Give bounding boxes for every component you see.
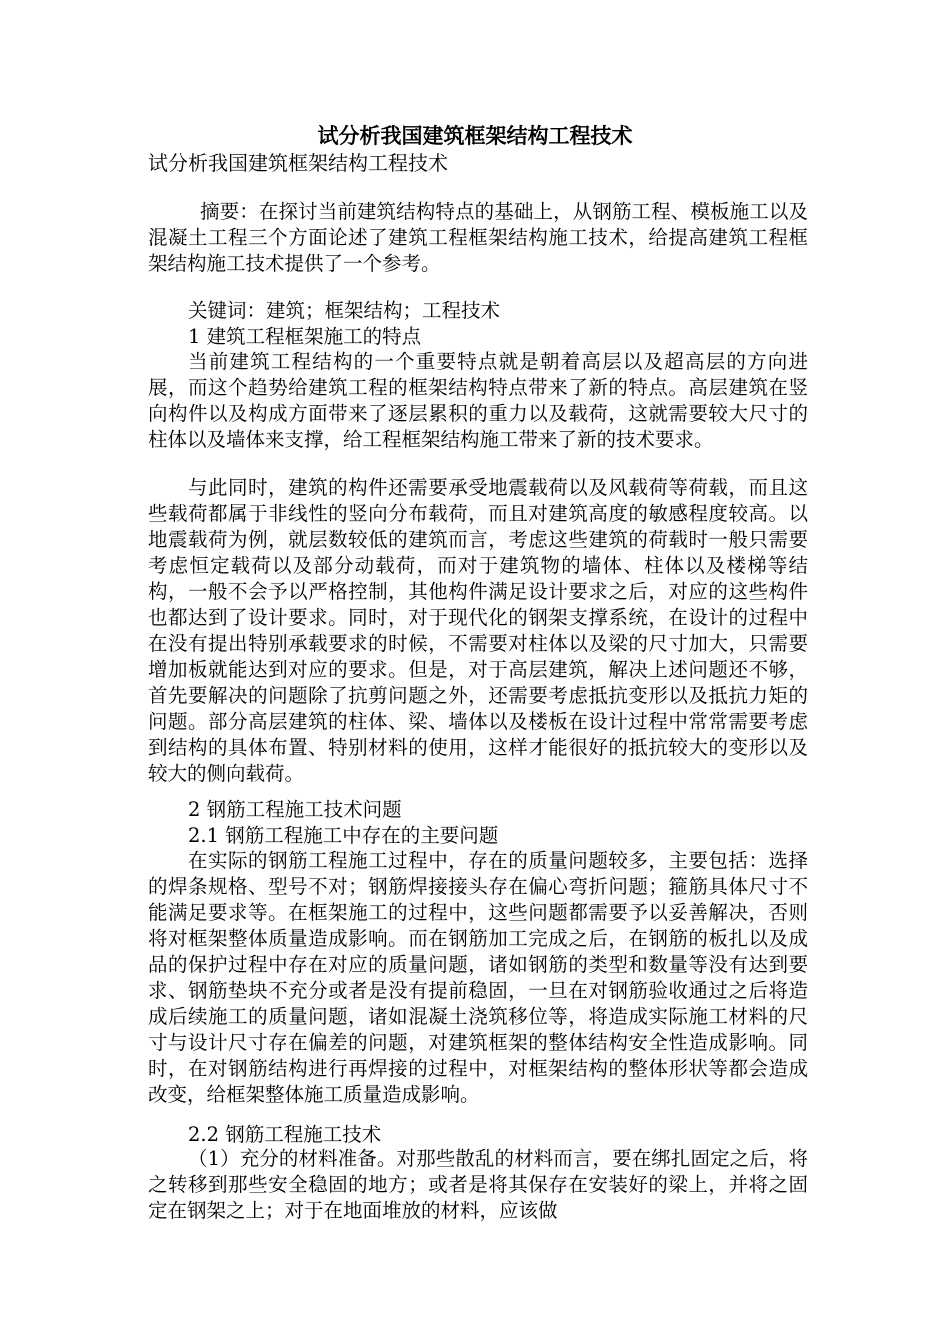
section-1-paragraph-1: 当前建筑工程结构的一个重要特点就是朝着高层以及超高层的方向进展，而这个趋势给建筑工程的框架结构特点带来了新的特点。高层建筑在竖向构件以及构成方面带来了逐层累积的重力以及载荷，这就需要较大尺寸的柱体以及墙体来支撑，给工程框架结构施工带来了新的技术要求。 — [148, 350, 808, 451]
section-2-1-paragraph-1: 在实际的钢筋工程施工过程中，存在的质量问题较多，主要包括：选择的焊条规格、型号不对；钢筋焊接接头存在偏心弯折问题；箍筋具体尺寸不能满足要求等。在框架施工的过程中，这些问题都需要予以妥善解决，否则将对框架整体质量造成影响。而在钢筋加工完成之后，在钢筋的板扎以及成品的保护过程中存在对应的质量问题，诸如钢筋的类型和数量等没有达到要求、钢筋垫块不充分或者是没有提前稳固，一旦在对钢筋验收通过之后将造成后续施工的质量问题，诸如混凝土浇筑移位等，将造成实际施工材料的尺寸与设计尺寸存在偏差的问题，对建筑框架的整体结构安全性造成影响。同时，在对钢筋结构进行再焊接的过程中，对框架结构的整体形状等都会造成改变，给框架整体施工质量造成影响。 — [148, 849, 808, 1106]
document-subtitle: 试分析我国建筑框架结构工程技术 — [148, 151, 448, 175]
keywords-line: 关键词：建筑；框架结构；工程技术 — [188, 299, 501, 322]
section-1-paragraph-2: 与此同时，建筑的构件还需要承受地震载荷以及风载荷等荷载，而且这些载荷都属于非线性的竖向分布载荷，而且对建筑高度的敏感程度较高。以地震载荷为例，就层数较低的建筑而言，考虑这些建筑的荷载时一般只需要考虑恒定载荷以及部分动载荷，而对于建筑物的墙体、柱体以及楼梯等结构，一般不会予以严格控制，其他构件满足设计要求之后，对应的这些构件也都达到了设计要求。同时，对于现代化的钢架支撑系统，在设计的过程中在没有提出特别承载要求的时候，不需要对柱体以及梁的尺寸加大，只需要增加板就能达到对应的要求。但是，对于高层建筑，解决上述问题还不够，首先要解决的问题除了抗剪问题之外，还需要考虑抵抗变形以及抵抗力矩的问题。部分高层建筑的柱体、梁、墙体以及楼板在设计过程中常常需要考虑到结构的具体布置、特别材料的使用，这样才能很好的抵抗较大的变形以及较大的侧向载荷。 — [148, 476, 808, 785]
section-2-1-heading: 2.1 钢筋工程施工中存在的主要问题 — [188, 824, 499, 847]
section-1-heading: 1 建筑工程框架施工的特点 — [188, 325, 422, 348]
document-title: 试分析我国建筑框架结构工程技术 — [317, 123, 633, 148]
section-2-2-paragraph-1: （1）充分的材料准备。对那些散乱的材料而言，要在绑扎固定之后，将之转移到那些安全稳固的地方；或者是将其保存在安装好的梁上，并将之固定在钢架之上；对于在地面堆放的材料，应该做 — [148, 1147, 808, 1222]
section-2-2-heading: 2.2 钢筋工程施工技术 — [188, 1123, 382, 1146]
section-2-heading: 2 钢筋工程施工技术问题 — [188, 798, 402, 821]
abstract-paragraph: 摘要：在探讨当前建筑结构特点的基础上，从钢筋工程、模板施工以及混凝土工程三个方面论述了建筑工程框架结构施工技术，给提高建筑工程框架结构施工技术提供了一个参考。 — [148, 200, 808, 275]
